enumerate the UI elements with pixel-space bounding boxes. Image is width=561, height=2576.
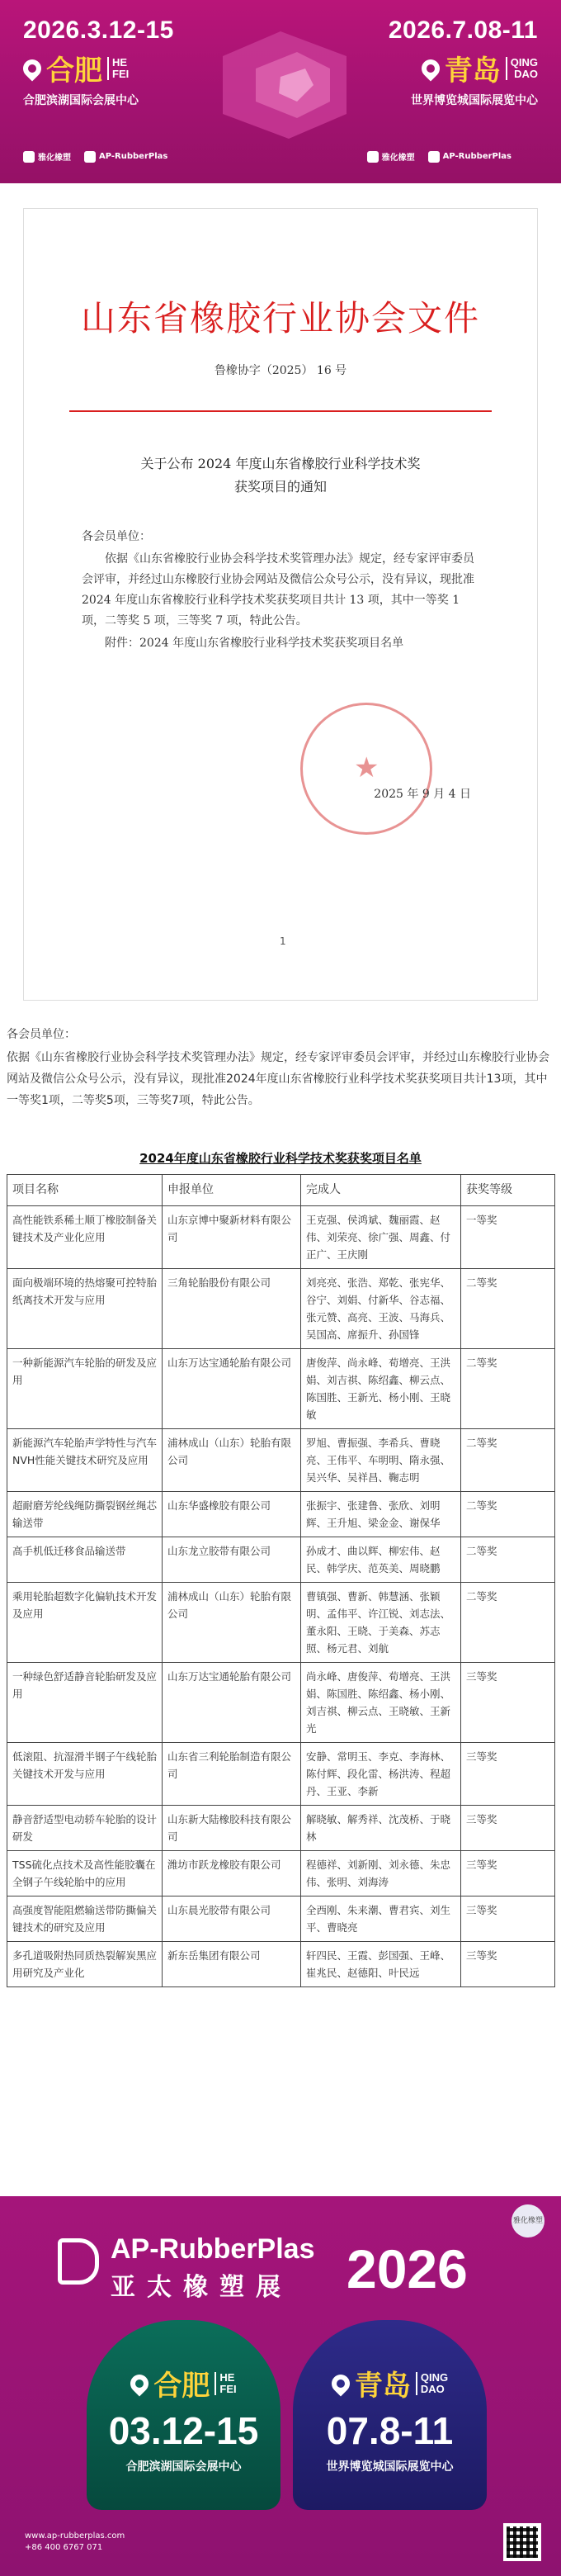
brand-chinese: 亚太橡塑展 xyxy=(111,2273,292,2302)
hefei-date: 2026.3.12-15 xyxy=(23,17,174,44)
document-title-line-1: 关于公布 2024 年度山东省橡胶行业科学技术奖 xyxy=(140,456,421,471)
official-document xyxy=(23,208,538,1001)
red-divider xyxy=(69,410,492,412)
cell-unit: 潍坊市跃龙橡胶有限公司 xyxy=(163,1851,301,1896)
hefei-city: 合肥 xyxy=(46,54,102,88)
cell-unit: 山东万达宝通轮胎有限公司 xyxy=(163,1349,301,1429)
top-banner xyxy=(0,0,561,183)
decorative-shape-icon xyxy=(206,23,363,147)
cell-people: 张振宇、张建鲁、张欣、刘明辉、王升旭、梁金金、谢保华 xyxy=(301,1492,461,1537)
card-hefei-date: 03.12-15 xyxy=(108,2409,259,2452)
location-pin-icon xyxy=(19,55,45,81)
logo-aprubberplas xyxy=(84,150,167,163)
logo-icon xyxy=(367,151,379,163)
qingdao-venue: 世界博览城国际展览中心 xyxy=(411,94,538,107)
cell-people: 安静、常明玉、李克、李海林、陈付辉、段化雷、杨洪涛、程超丹、王亚、李新 xyxy=(301,1743,461,1806)
logo-icon xyxy=(428,151,440,163)
table-row xyxy=(7,1942,555,1987)
table-title: 2024年度山东省橡胶行业科学技术奖获奖项目名单 xyxy=(139,1151,422,1166)
phone-number: +86 400 6767 071 xyxy=(25,2543,103,2552)
cell-people: 曹镇强、曹新、韩慧涵、张颖明、孟伟平、许江锐、刘志法、董永阳、王晓、于美森、苏志照、杨元君、刘航 xyxy=(301,1583,461,1663)
document-greeting: 各会员单位： xyxy=(82,530,151,543)
table-row xyxy=(7,1663,555,1743)
cell-project: 一种绿色舒适静音轮胎研发及应用 xyxy=(7,1663,163,1743)
cell-project: 乘用轮胎超数字化偏轨技术开发及应用 xyxy=(7,1583,163,1663)
table-row xyxy=(7,1806,555,1851)
page-number: 1 xyxy=(280,935,286,947)
cell-people: 尚永峰、唐俊萍、荀增亮、王洪娟、陈国胜、陈绍鑫、杨小刚、刘吉祺、柳云点、王晓敏、王新光 xyxy=(301,1663,461,1743)
cell-project: 面向极端环境的热熔聚可控特胎纸离技术开发与应用 xyxy=(7,1269,163,1349)
card-qingdao-date: 07.8-11 xyxy=(326,2409,454,2452)
logo-yahua-text: 雅化橡塑 xyxy=(381,154,415,163)
cell-level: 二等奖 xyxy=(461,1349,555,1429)
document-title xyxy=(82,452,479,499)
table-row xyxy=(7,1269,555,1349)
card-qingdao-pinyin xyxy=(416,2372,448,2395)
cell-people: 全西刚、朱来潮、曹君宾、刘生平、曹晓亮 xyxy=(301,1896,461,1942)
logo-aprubberplas-text: AP-RubberPlas xyxy=(442,152,512,161)
table-row xyxy=(7,1583,555,1663)
qingdao-pinyin-1: QING xyxy=(510,55,538,69)
awards-table xyxy=(7,1174,555,1987)
document-number: 鲁橡协字（2025） 16 号 xyxy=(214,364,347,377)
card-qingdao-pinyin-1: QING xyxy=(420,2370,449,2384)
sponsor-logos-left xyxy=(23,150,167,163)
qingdao-city: 青岛 xyxy=(444,54,501,88)
card-qingdao-venue: 世界博览城国际展览中心 xyxy=(326,2460,454,2474)
cell-project: 高手机低迁移食品输送带 xyxy=(7,1537,163,1583)
table-row xyxy=(7,1537,555,1583)
cell-people: 罗旭、曹振强、李希兵、曹晓亮、王伟平、车明明、隋永强、吴兴华、吴祥昌、鞠志明 xyxy=(301,1429,461,1492)
logo-yahua-text: 雅化橡塑 xyxy=(38,154,71,163)
cell-unit: 山东华盛橡胶有限公司 xyxy=(163,1492,301,1537)
logo-aprubberplas-text: AP-RubberPlas xyxy=(99,152,168,161)
bottom-banner xyxy=(0,2196,561,2576)
card-qingdao-city: 青岛 xyxy=(354,2370,411,2403)
cell-people: 轩四民、王霞、彭国强、王峰、崔兆民、赵德阳、叶民远 xyxy=(301,1942,461,1987)
document-paragraph: 依据《山东省橡胶行业协会科学技术奖管理办法》规定，经专家评审委员会评审，并经过山东橡胶行业协会网站及微信公众号公示，没有异议，现批准 2024 年度山东省橡胶行业科学技术奖获奖项目共计 13 项，其中一等奖 1 项，二等奖 5 项，三等奖 7 项，特此公告。 xyxy=(82,552,474,627)
cell-people: 唐俊萍、尚永峰、荀增亮、王洪娟、刘吉祺、陈绍鑫、柳云点、陈国胜、王新光、杨小刚、王晓敏 xyxy=(301,1349,461,1429)
document-title-line-2: 获奖项目的通知 xyxy=(233,479,327,495)
seal-star-icon: ★ xyxy=(354,751,380,784)
cell-project: 静音舒适型电动轿车轮胎的设计研发 xyxy=(7,1806,163,1851)
cell-level: 三等奖 xyxy=(461,1806,555,1851)
cell-level: 二等奖 xyxy=(461,1492,555,1537)
location-pin-icon xyxy=(417,55,443,81)
cell-level: 三等奖 xyxy=(461,1663,555,1743)
cell-level: 三等奖 xyxy=(461,1743,555,1806)
logo-aprubberplas xyxy=(428,150,512,163)
cell-project: TSS硫化点技术及高性能胶囊在全钢子午线轮胎中的应用 xyxy=(7,1851,163,1896)
hefei-pinyin xyxy=(107,57,129,80)
logo-icon xyxy=(23,151,35,163)
cell-unit: 山东龙立胶带有限公司 xyxy=(163,1537,301,1583)
header-level: 获奖等级 xyxy=(461,1175,555,1206)
cell-level: 一等奖 xyxy=(461,1206,555,1269)
website-link[interactable]: www.ap-rubberplas.com xyxy=(25,2531,125,2540)
cell-project: 高性能铁系稀土顺丁橡胶制备关键技术及产业化应用 xyxy=(7,1206,163,1269)
cell-level: 三等奖 xyxy=(461,1851,555,1896)
qingdao-date: 2026.7.08-11 xyxy=(388,17,538,44)
brand-english: AP-RubberPlas xyxy=(111,2233,315,2265)
cell-people: 程德祥、刘新刚、刘永德、朱忠伟、张明、刘海涛 xyxy=(301,1851,461,1896)
document-date: 2025 年 9 月 4 日 xyxy=(374,788,471,801)
hefei-pinyin-2: FEI xyxy=(112,67,130,80)
hefei-card xyxy=(87,2320,280,2510)
table-row xyxy=(7,1492,555,1537)
header-project: 项目名称 xyxy=(7,1175,163,1206)
cell-level: 三等奖 xyxy=(461,1896,555,1942)
cell-project: 低滚阻、抗湿滑半钢子午线轮胎关键技术开发与应用 xyxy=(7,1743,163,1806)
card-hefei-pinyin-2: FEI xyxy=(219,2382,237,2395)
card-hefei-pinyin-1: HE xyxy=(219,2370,235,2384)
document-header: 山东省橡胶行业协会文件 xyxy=(80,298,480,339)
cell-unit: 山东京博中聚新材料有限公司 xyxy=(163,1206,301,1269)
badge-logo: 雅化橡塑 xyxy=(512,2204,544,2237)
card-hefei-venue: 合肥滨湖国际会展中心 xyxy=(125,2460,242,2474)
qingdao-pinyin-2: DAO xyxy=(514,67,538,80)
qingdao-pinyin xyxy=(506,57,538,80)
cell-level: 三等奖 xyxy=(461,1942,555,1987)
article-greeting: 各会员单位： xyxy=(7,1028,76,1041)
card-qingdao-pinyin-2: DAO xyxy=(420,2382,445,2395)
cell-unit: 浦林成山（山东）轮胎有限公司 xyxy=(163,1429,301,1492)
cell-project: 一种新能源汽车轮胎的研发及应用 xyxy=(7,1349,163,1429)
logo-yahua xyxy=(23,150,71,163)
hefei-venue: 合肥滨湖国际会展中心 xyxy=(23,94,139,107)
sponsor-logos-right xyxy=(367,150,512,163)
location-pin-icon xyxy=(127,2370,153,2396)
logo-yahua xyxy=(367,150,415,163)
cell-people: 王克强、侯鸿斌、魏丽霞、赵伟、刘荣亮、徐广强、周鑫、付正广、王庆刚 xyxy=(301,1206,461,1269)
cell-people: 解晓敏、解秀祥、沈茂桥、于晓林 xyxy=(301,1806,461,1851)
expo-qingdao-info xyxy=(389,17,538,108)
table-row xyxy=(7,1896,555,1942)
hefei-pinyin-1: HE xyxy=(112,55,128,69)
official-seal-icon xyxy=(300,703,432,835)
cell-project: 超耐磨芳纶线绳防撕裂钢丝绳芯输送带 xyxy=(7,1492,163,1537)
table-row xyxy=(7,1851,555,1896)
table-row xyxy=(7,1743,555,1806)
location-pin-icon xyxy=(328,2370,353,2396)
table-row xyxy=(7,1349,555,1429)
cell-unit: 三角轮胎股份有限公司 xyxy=(163,1269,301,1349)
header-people: 完成人 xyxy=(301,1175,461,1206)
article-paragraph: 依据《山东省橡胶行业协会科学技术奖管理办法》规定，经专家评审委员会评审，并经过山东橡胶行业协会网站及微信公众号公示，没有异议，现批准2024年度山东省橡胶行业科学技术奖获奖项目共计13项，其中一等奖1项，二等奖5项，三等奖7项，特此公告。 xyxy=(7,1051,549,1107)
cell-project: 高强度智能阻燃输送带防撕偏关键技术的研究及应用 xyxy=(7,1896,163,1942)
cell-level: 二等奖 xyxy=(461,1429,555,1492)
table-header-row xyxy=(7,1175,555,1206)
cell-level: 二等奖 xyxy=(461,1269,555,1349)
table-row xyxy=(7,1429,555,1492)
expo-year: 2026 xyxy=(346,2238,468,2299)
header-unit: 申报单位 xyxy=(163,1175,301,1206)
card-hefei-city: 合肥 xyxy=(153,2370,210,2403)
logo-mark-icon xyxy=(58,2238,99,2285)
cell-level: 二等奖 xyxy=(461,1583,555,1663)
logo-icon xyxy=(84,151,96,163)
cell-unit: 浦林成山（山东）轮胎有限公司 xyxy=(163,1583,301,1663)
qingdao-card xyxy=(293,2320,487,2510)
contact-info xyxy=(25,2531,125,2554)
cell-unit: 山东省三利轮胎制造有限公司 xyxy=(163,1743,301,1806)
cell-people: 孙成才、曲以辉、柳宏伟、赵民、韩学庆、范英美、周晓鹏 xyxy=(301,1537,461,1583)
cell-unit: 山东新大陆橡胶科技有限公司 xyxy=(163,1806,301,1851)
table-row xyxy=(7,1206,555,1269)
cell-unit: 山东万达宝通轮胎有限公司 xyxy=(163,1663,301,1743)
document-body xyxy=(82,527,479,656)
cell-project: 新能源汽车轮胎声学特性与汽车NVH性能关键技术研究及应用 xyxy=(7,1429,163,1492)
table-body xyxy=(7,1206,555,1987)
cell-unit: 新东岳集团有限公司 xyxy=(163,1942,301,1987)
cell-level: 二等奖 xyxy=(461,1537,555,1583)
cell-project: 多孔道吸附热同质热裂解炭黑应用研究及产业化 xyxy=(7,1942,163,1987)
expo-hefei-info xyxy=(23,17,174,108)
card-hefei-pinyin xyxy=(214,2372,236,2395)
document-attachment: 附件：2024 年度山东省橡胶行业科学技术奖获奖项目名单 xyxy=(105,637,404,650)
cell-people: 刘亮亮、张浩、郑乾、张宪华、谷宁、刘娟、付新华、谷志福、张元赞、高亮、王波、马海兵、吴国高、席振升、孙国锋 xyxy=(301,1269,461,1349)
cell-unit: 山东晨光胶带有限公司 xyxy=(163,1896,301,1942)
qr-code-icon xyxy=(503,2523,541,2561)
